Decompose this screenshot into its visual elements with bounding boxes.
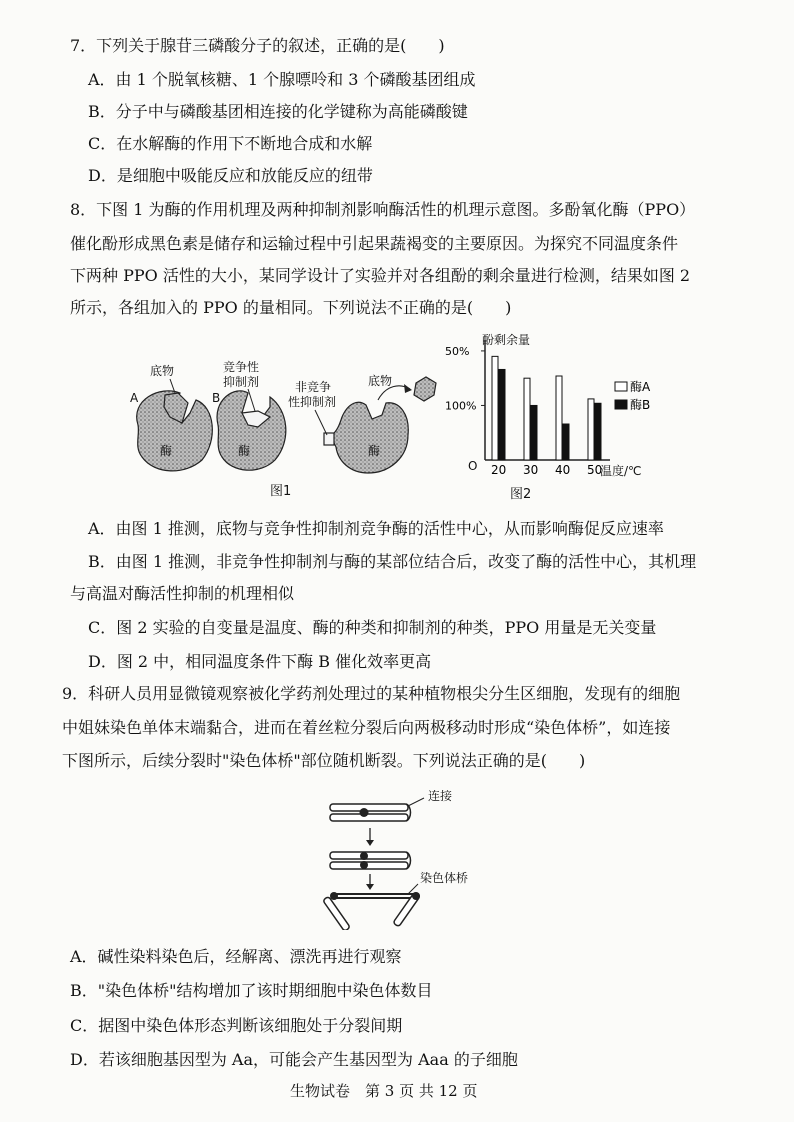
bar-enzyme-b-20 (499, 369, 505, 460)
q8-option-d: D．图 2 中，相同温度条件下酶 B 催化效率更高 (88, 652, 432, 671)
q8-option-b: B．由图 1 推测，非竞争性抑制剂与酶的某部位结合后，改变了酶的活性中心，其机理 (88, 552, 697, 571)
competitive-pointer-line (248, 389, 255, 411)
fig1-enzyme-label-c: 酶 (368, 444, 381, 458)
bar-enzyme-b-50 (595, 403, 601, 460)
q8-stem-line-3: 下两种 PPO 活性的大小，某同学设计了实验并对各组酚的剩余量进行检测，结果如图 2 (70, 266, 691, 285)
q7-option-d: D．是细胞中吸能反应和放能反应的纽带 (88, 166, 373, 185)
bar-enzyme-b-40 (563, 424, 569, 460)
q7-option-a: A．由 1 个脱氧核糖、1 个腺嘌呤和 3 个磷酸基团组成 (88, 70, 476, 89)
bar-enzyme-a-40 (556, 376, 562, 460)
bar-enzyme-a-50 (588, 399, 594, 460)
origin-label: O (468, 459, 478, 473)
label-connect: 连接 (428, 790, 453, 803)
y-tick-label: 100% (445, 399, 477, 413)
fig1-competitive-label-1: 竞争性 (223, 360, 260, 374)
chromosome-bridge (323, 892, 421, 930)
legend-swatch (615, 382, 627, 391)
fig1-enzyme-label-a: 酶 (160, 444, 173, 458)
bar-enzyme-a-20 (492, 356, 498, 460)
fig1-substrate-label: 底物 (150, 364, 175, 378)
q8-stem-line-2: 催化酚形成黑色素是储存和运输过程中引起果蔬褐变的主要原因。为探究不同温度条件 (70, 234, 679, 253)
q9-option-a: A．碱性染料染色后，经解离、漂洗再进行观察 (70, 947, 402, 966)
q9-option-c: C．据图中染色体形态判断该细胞处于分裂间期 (70, 1016, 403, 1035)
fig1-label-b: B (212, 391, 221, 405)
q8-option-b-cont: 与高温对酶活性抑制的机理相似 (70, 584, 295, 603)
chromosome-fused (330, 852, 411, 869)
x-tick-label: 40 (555, 463, 571, 477)
q9-option-d: D．若该细胞基因型为 Aa，可能会产生基因型为 Aaa 的子细胞 (70, 1050, 518, 1069)
chromosome-bridge-figure (320, 790, 480, 930)
connect-pointer-line (408, 798, 424, 806)
x-tick-label: 50 (587, 463, 603, 477)
noncompetitive-pointer-line (315, 410, 327, 435)
legend-label: 酶A (630, 380, 651, 394)
x-tick-label: 30 (523, 463, 539, 477)
q9-stem-line-3: 下图所示，后续分裂时"染色体桥"部位随机断裂。下列说法正确的是( ) (62, 751, 586, 770)
fig1-noncompetitive-label-2: 性抑制剂 (288, 395, 337, 409)
x-tick-label: 20 (491, 463, 507, 477)
q9-option-b: B．"染色体桥"结构增加了该时期细胞中染色体数目 (70, 981, 433, 1000)
q7-option-b: B．分子中与磷酸基团相连接的化学键称为高能磷酸键 (88, 102, 468, 121)
q7-option-c: C．在水解酶的作用下不断地合成和水解 (88, 134, 373, 153)
fig1-substrate2-label: 底物 (368, 374, 393, 388)
figure-1-enzyme-diagram (120, 355, 440, 500)
q8-stem-line-4: 所示，各组加入的 PPO 的量相同。下列说法不正确的是( ) (70, 298, 512, 317)
y-tick-label: 50% (445, 344, 470, 358)
figure-2-bar-chart (440, 330, 670, 500)
bar-enzyme-b-30 (531, 405, 537, 460)
free-substrate-shape (414, 377, 436, 401)
enzyme-c-shape (330, 402, 409, 473)
chromosome-connected (330, 804, 411, 821)
label-bridge: 染色体桥 (420, 871, 469, 885)
q8-stem-line-1: 8．下图 1 为酶的作用机理及两种抑制剂影响酶活性的机理示意图。多酚氧化酶（PPO） (70, 200, 696, 219)
legend-swatch (615, 400, 627, 409)
q8-option-a: A．由图 1 推测，底物与竞争性抑制剂竞争酶的活性中心，从而影响酶促反应速率 (88, 519, 664, 538)
y-axis-label: 酚剩余量 (482, 333, 531, 347)
enzyme-b-shape (217, 391, 286, 470)
page-footer: 生物试卷 第 3 页 共 12 页 (290, 1082, 478, 1100)
q9-stem-line-1: 9．科研人员用显微镜观察被化学药剂处理过的某种植物根尖分生区细胞，发现有的细胞 (62, 684, 681, 703)
legend-label: 酶B (630, 398, 651, 412)
bar-enzyme-a-30 (524, 378, 530, 460)
fig1-enzyme-label-b: 酶 (238, 444, 251, 458)
q9-stem-line-2: 中姐妹染色单体末端黏合，进而在着丝粒分裂后向两极移动时形成“染色体桥”，如连接 (62, 718, 671, 737)
fig1-caption: 图1 (270, 484, 292, 499)
fig1-label-a: A (130, 391, 139, 405)
fig2-caption: 图2 (510, 487, 532, 500)
x-axis-label: 温度/℃ (600, 464, 642, 478)
noncompetitive-inhibitor-shape (324, 433, 334, 445)
q8-option-c: C．图 2 实验的自变量是温度、酶的种类和抑制剂的种类，PPO 用量是无关变量 (88, 618, 657, 637)
q7-stem: 7．下列关于腺苷三磷酸分子的叙述，正确的是( ) (70, 36, 445, 55)
fig1-competitive-label-2: 抑制剂 (223, 375, 260, 389)
arrowhead (404, 384, 412, 393)
fig1-noncompetitive-label-1: 非竞争 (295, 380, 332, 394)
